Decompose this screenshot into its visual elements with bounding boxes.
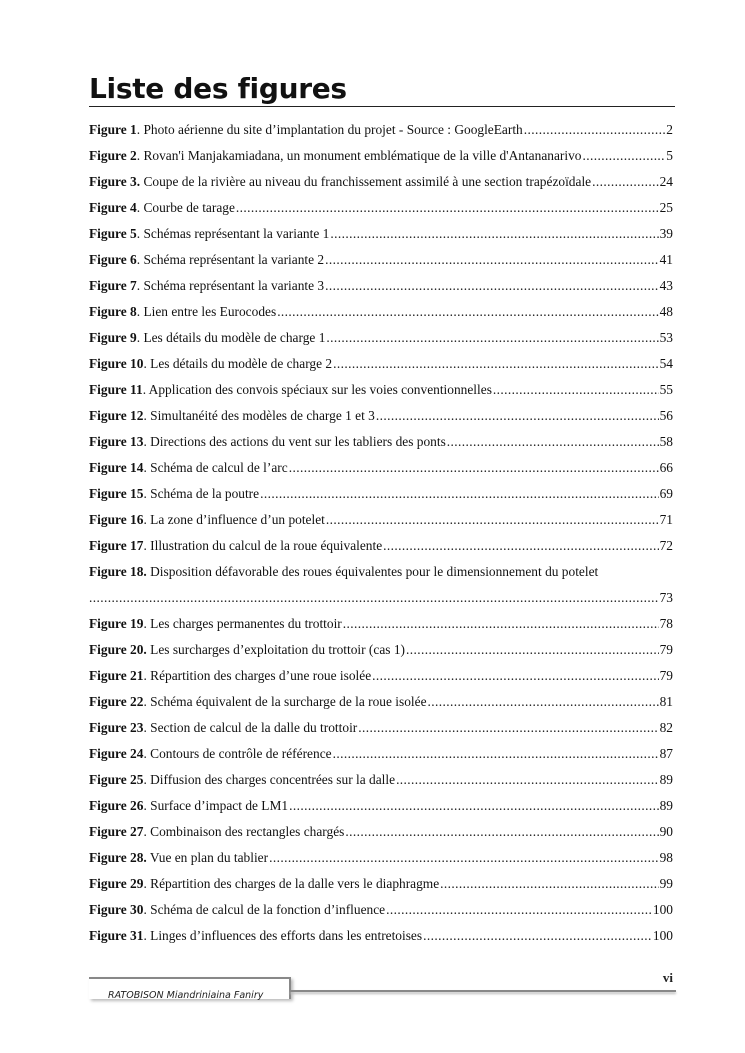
figure-page-number: 78 <box>659 616 673 631</box>
leader-dots <box>277 304 658 320</box>
figure-entry-label <box>89 460 288 476</box>
figure-separator: . <box>136 278 144 293</box>
leader-dots <box>269 850 659 866</box>
figure-entry-label <box>89 434 446 450</box>
toc-entry[interactable] <box>89 278 673 304</box>
leader-dots <box>386 902 652 918</box>
figure-separator: . <box>143 902 151 917</box>
footer-rule <box>290 990 676 992</box>
figure-caption: Surface d’impact de LM1 <box>150 798 289 813</box>
figure-separator: . <box>143 538 151 553</box>
figure-caption: Répartition des charges de la dalle vers le diaphragme <box>150 876 440 891</box>
toc-entry[interactable] <box>89 434 673 460</box>
figure-entry-label <box>89 408 375 424</box>
figure-number: Figure 24 <box>89 746 144 761</box>
toc-entry[interactable] <box>89 798 673 824</box>
figure-number: Figure 22 <box>89 694 144 709</box>
figure-entry-label <box>89 876 439 892</box>
toc-entry-continuation[interactable] <box>89 590 673 616</box>
figure-page-number: 73 <box>659 590 673 605</box>
figure-caption: Photo aérienne du site d’implantation du projet - Source : GoogleEarth <box>143 122 523 137</box>
figure-entry-label <box>89 798 288 814</box>
figure-caption: Illustration du calcul de la roue équivalente <box>150 538 383 553</box>
toc-entry[interactable] <box>89 252 673 278</box>
figure-number: Figure 9 <box>89 330 137 345</box>
figure-list <box>89 122 673 954</box>
figure-separator: . <box>136 200 144 215</box>
figure-caption: Schéma équivalent de la surcharge de la roue isolée <box>150 694 427 709</box>
leader-dots <box>372 668 658 684</box>
figure-caption: Combinaison des rectangles chargés <box>150 824 345 839</box>
figure-page-number: 55 <box>659 382 673 397</box>
figure-entry-label <box>89 642 405 658</box>
figure-number: Figure 5 <box>89 226 137 241</box>
figure-entry-label <box>89 148 581 164</box>
figure-number: Figure 8 <box>89 304 137 319</box>
figure-page-number: 89 <box>659 798 673 813</box>
figure-page-number: 54 <box>659 356 673 371</box>
toc-entry[interactable] <box>89 668 673 694</box>
figure-caption: Directions des actions du vent sur les tabliers des ponts <box>150 434 446 449</box>
figure-page-number: 82 <box>659 720 673 735</box>
leader-dots <box>325 252 658 268</box>
figure-page-number: 81 <box>659 694 673 709</box>
toc-entry[interactable] <box>89 824 673 850</box>
figure-separator: . <box>143 460 151 475</box>
figure-entry-label <box>89 772 395 788</box>
figure-page-number: 71 <box>659 512 673 527</box>
figure-number: Figure 21 <box>89 668 144 683</box>
figure-number: Figure 23 <box>89 720 144 735</box>
figure-page-number: 98 <box>659 850 673 865</box>
figure-entry-label <box>89 330 325 346</box>
figure-separator: . <box>143 928 151 943</box>
leader-dots <box>428 694 659 710</box>
figure-page-number: 5 <box>666 148 673 163</box>
figure-number: Figure 19 <box>89 616 144 631</box>
figure-page-number: 99 <box>659 876 673 891</box>
toc-entry[interactable] <box>89 694 673 720</box>
leader-dots <box>236 200 659 216</box>
leader-dots <box>333 356 659 372</box>
figure-number: Figure 30 <box>89 902 144 917</box>
figure-caption: Disposition défavorable des roues équivalentes pour le dimensionnement du potelet <box>150 564 599 579</box>
leader-dots <box>89 590 659 606</box>
figure-number: Figure 13 <box>89 434 144 449</box>
figure-separator: . <box>143 746 151 761</box>
figure-number: Figure 25 <box>89 772 144 787</box>
figure-entry-label <box>89 564 598 580</box>
figure-page-number: 90 <box>659 824 673 839</box>
figure-number: Figure 15 <box>89 486 144 501</box>
figure-number: Figure 26 <box>89 798 144 813</box>
figure-entry-label <box>89 538 382 554</box>
figure-page-number: 87 <box>659 746 673 761</box>
leader-dots <box>493 382 659 398</box>
toc-entry[interactable] <box>89 772 673 798</box>
leader-dots <box>582 148 665 164</box>
figure-number: Figure 1 <box>89 122 137 137</box>
toc-entry[interactable] <box>89 512 673 538</box>
figure-page-number: 100 <box>652 928 673 943</box>
figure-entry-label <box>89 824 344 840</box>
figure-caption: Lien entre les Eurocodes <box>143 304 277 319</box>
figure-separator: . <box>143 824 151 839</box>
figure-page-number: 72 <box>659 538 673 553</box>
figure-caption: Contours de contrôle de référence <box>150 746 332 761</box>
leader-dots <box>326 512 659 528</box>
figure-page-number: 53 <box>659 330 673 345</box>
toc-entry[interactable] <box>89 174 673 200</box>
figure-separator: . <box>136 304 144 319</box>
figure-caption: La zone d’influence d’un potelet <box>150 512 325 527</box>
figure-number: Figure 16 <box>89 512 144 527</box>
figure-caption: Schéma de la poutre <box>150 486 260 501</box>
figure-caption: Répartition des charges d’une roue isolée <box>150 668 372 683</box>
leader-dots <box>447 434 659 450</box>
figure-caption: Les détails du modèle de charge 1 <box>143 330 326 345</box>
figure-entry-label <box>89 928 422 944</box>
figure-caption: Vue en plan du tablier <box>149 850 269 865</box>
figure-caption: Courbe de tarage <box>143 200 235 215</box>
figure-entry-label <box>89 902 385 918</box>
leader-dots <box>592 174 659 190</box>
leader-dots <box>406 642 659 658</box>
leader-dots <box>289 798 659 814</box>
leader-dots <box>326 330 658 346</box>
figure-caption: Schéma de calcul de la fonction d’influence <box>150 902 386 917</box>
figure-separator: . <box>143 876 151 891</box>
figure-page-number: 100 <box>652 902 673 917</box>
figure-number: Figure 12 <box>89 408 144 423</box>
figure-caption: Coupe de la rivière au niveau du franchissement assimilé à une section trapézoïdale <box>143 174 592 189</box>
leader-dots <box>396 772 659 788</box>
figure-entry-label <box>89 200 235 216</box>
leader-dots <box>423 928 652 944</box>
figure-separator: . <box>143 668 151 683</box>
figure-page-number: 79 <box>659 642 673 657</box>
figure-page-number: 56 <box>659 408 673 423</box>
leader-dots <box>345 824 658 840</box>
figure-number: Figure 17 <box>89 538 144 553</box>
figure-number: Figure 11 <box>89 382 143 397</box>
figure-number: Figure 7 <box>89 278 137 293</box>
figure-separator: . <box>143 772 151 787</box>
page-title: Liste des figures <box>89 72 675 107</box>
figure-entry-label <box>89 720 357 736</box>
figure-entry-label <box>89 278 324 294</box>
figure-separator: . <box>136 148 144 163</box>
figure-page-number: 39 <box>659 226 673 241</box>
figure-page-number: 48 <box>659 304 673 319</box>
toc-entry[interactable] <box>89 122 673 148</box>
figure-number: Figure 29 <box>89 876 144 891</box>
toc-entry[interactable] <box>89 486 673 512</box>
figure-entry-label <box>89 226 329 242</box>
leader-dots <box>289 460 659 476</box>
figure-entry-label <box>89 512 325 528</box>
toc-entry[interactable] <box>89 226 673 252</box>
figure-number: Figure 6 <box>89 252 137 267</box>
toc-entry[interactable] <box>89 408 673 434</box>
toc-entry[interactable] <box>89 200 673 226</box>
figure-separator: . <box>136 330 144 345</box>
figure-caption: Rovan'i Manjakamiadana, un monument emblématique de la ville d'Antananarivo <box>143 148 582 163</box>
figure-caption: Linges d’influences des efforts dans les entretoises <box>150 928 423 943</box>
figure-separator: . <box>143 512 151 527</box>
figure-number: Figure 10 <box>89 356 144 371</box>
toc-entry[interactable] <box>89 642 673 668</box>
figure-number: Figure 3. <box>89 174 141 189</box>
figure-number: Figure 4 <box>89 200 137 215</box>
figure-entry-label <box>89 746 332 762</box>
figure-page-number: 43 <box>659 278 673 293</box>
figure-number: Figure 18. <box>89 564 147 579</box>
figure-caption: Schéma représentant la variante 2 <box>143 252 325 267</box>
figure-separator: . <box>143 486 151 501</box>
figure-separator: . <box>143 798 151 813</box>
figure-page-number: 69 <box>659 486 673 501</box>
figure-caption: Diffusion des charges concentrées sur la dalle <box>150 772 396 787</box>
figure-number: Figure 20. <box>89 642 147 657</box>
figure-page-number: 58 <box>659 434 673 449</box>
toc-entry[interactable] <box>89 382 673 408</box>
figure-caption: Section de calcul de la dalle du trottoir <box>150 720 358 735</box>
figure-separator: . <box>143 356 151 371</box>
toc-entry[interactable] <box>89 616 673 642</box>
figure-caption: Les surcharges d’exploitation du trottoir (cas 1) <box>150 642 405 657</box>
leader-dots <box>524 122 666 138</box>
page-number: vi <box>662 970 673 985</box>
figure-separator: . <box>143 616 151 631</box>
figure-entry-label <box>89 252 324 268</box>
figure-entry-label <box>89 174 591 190</box>
figure-separator: . <box>143 694 151 709</box>
figure-entry-label <box>89 616 342 632</box>
toc-entry[interactable] <box>89 746 673 772</box>
figure-caption: Application des convois spéciaux sur les voies conventionnelles <box>148 382 492 397</box>
figure-caption: Schéma représentant la variante 3 <box>143 278 325 293</box>
figure-entry-label <box>89 356 332 372</box>
toc-entry[interactable] <box>89 330 673 356</box>
leader-dots <box>333 746 659 762</box>
toc-entry[interactable] <box>89 928 673 954</box>
figure-separator: . <box>142 382 149 397</box>
figure-entry-label <box>89 304 276 320</box>
figure-caption: Schéma de calcul de l’arc <box>150 460 288 475</box>
figure-page-number: 79 <box>659 668 673 683</box>
figure-number: Figure 14 <box>89 460 144 475</box>
toc-entry[interactable] <box>89 538 673 564</box>
figure-caption: Les détails du modèle de charge 2 <box>150 356 333 371</box>
figure-entry-label <box>89 694 427 710</box>
toc-entry[interactable] <box>89 876 673 902</box>
figure-caption: Simultanéité des modèles de charge 1 et 3 <box>150 408 375 423</box>
figure-separator: . <box>136 252 144 267</box>
footer-author: RATOBISON Miandriniaina Faniry <box>108 990 264 1001</box>
leader-dots <box>376 408 659 424</box>
leader-dots <box>260 486 659 502</box>
toc-entry[interactable] <box>89 356 673 382</box>
figure-entry-label <box>89 486 259 502</box>
figure-number: Figure 27 <box>89 824 144 839</box>
figure-entry-label <box>89 850 268 866</box>
figure-page-number: 41 <box>659 252 673 267</box>
figure-number: Figure 28. <box>89 850 147 865</box>
toc-entry[interactable] <box>89 148 673 174</box>
toc-entry[interactable] <box>89 564 673 590</box>
figure-page-number: 24 <box>659 174 673 189</box>
leader-dots <box>325 278 658 294</box>
toc-entry[interactable] <box>89 850 673 876</box>
figure-page-number: 25 <box>659 200 673 215</box>
figure-entry-label <box>89 122 523 138</box>
figure-caption: Schémas représentant la variante 1 <box>143 226 330 241</box>
figure-separator: . <box>143 408 151 423</box>
figure-page-number: 2 <box>666 122 673 137</box>
toc-entry[interactable] <box>89 304 673 330</box>
leader-dots <box>440 876 658 892</box>
figure-number: Figure 31 <box>89 928 144 943</box>
leader-dots <box>343 616 659 632</box>
leader-dots <box>330 226 658 242</box>
figure-entry-label <box>89 382 492 398</box>
figure-number: Figure 2 <box>89 148 137 163</box>
figure-separator: . <box>143 434 151 449</box>
figure-separator: . <box>136 226 144 241</box>
figure-entry-label <box>89 668 371 684</box>
figure-page-number: 66 <box>659 460 673 475</box>
toc-entry[interactable] <box>89 902 673 928</box>
figure-separator: . <box>143 720 151 735</box>
figure-separator: . <box>136 122 144 137</box>
toc-entry[interactable] <box>89 720 673 746</box>
figure-page-number: 89 <box>659 772 673 787</box>
leader-dots <box>358 720 658 736</box>
toc-entry[interactable] <box>89 460 673 486</box>
figure-caption: Les charges permanentes du trottoir <box>150 616 342 631</box>
leader-dots <box>383 538 658 554</box>
